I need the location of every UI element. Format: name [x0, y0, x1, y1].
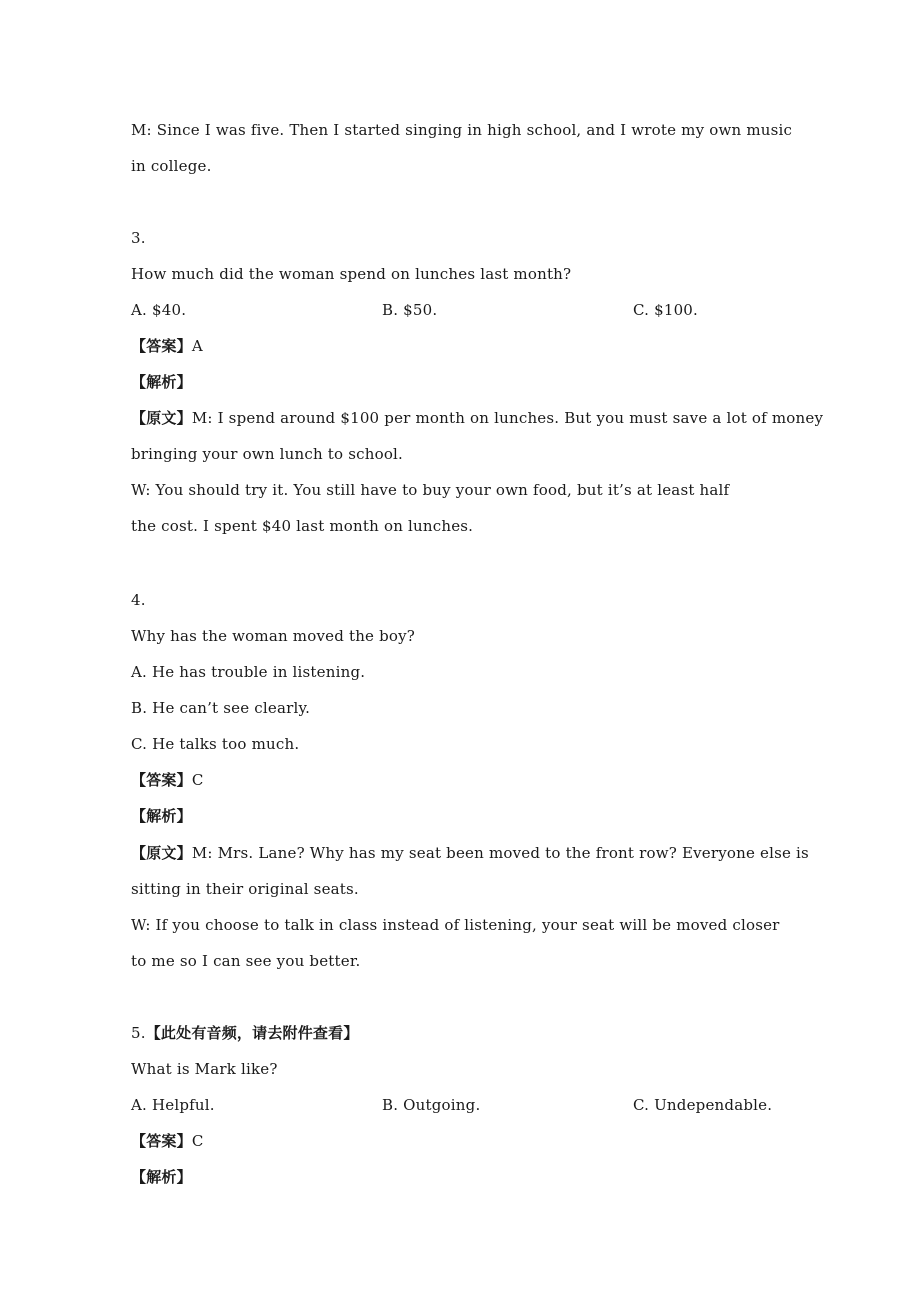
q4-transcript-line-4: to me so I can see you better.: [131, 952, 361, 970]
q2-transcript-line-2: in college.: [131, 157, 212, 175]
q4-source-label: 【原文】: [131, 844, 192, 862]
q3-option-c: C. $100.: [633, 301, 699, 319]
q3-analysis-label: 【解析】: [131, 373, 192, 391]
q3-transcript-line-2: bringing your own lunch to school.: [131, 445, 404, 463]
q5-answer-label: 【答案】: [131, 1132, 192, 1150]
q3-transcript-line-1: [131, 408, 823, 428]
q3-transcript-line-3: W: You should try it. You still have to buy your own food, but it’s at least half: [131, 481, 730, 499]
q3-answer: [131, 336, 203, 356]
q4-option-c: C. He talks too much.: [131, 735, 300, 753]
q4-option-b: B. He can’t see clearly.: [131, 699, 311, 717]
q5-option-c: C. Undependable.: [633, 1096, 773, 1114]
q5-audio-note: 【此处有音频，请去附件查看】: [145, 1024, 359, 1042]
q3-transcript-line-4: the cost. I spent $40 last month on lunches.: [131, 517, 474, 535]
q3-transcript-text-1: M: I spend around $100 per month on lunches. But you must save a lot of money: [191, 409, 824, 427]
q3-question: How much did the woman spend on lunches last month?: [131, 265, 572, 283]
q5-option-b: B. Outgoing.: [382, 1096, 481, 1114]
q5-header: [131, 1023, 359, 1043]
q4-answer-label: 【答案】: [131, 771, 192, 789]
q4-analysis-label: 【解析】: [131, 807, 192, 825]
q4-question: Why has the woman moved the boy?: [131, 627, 416, 645]
q5-analysis-label: 【解析】: [131, 1168, 192, 1186]
q5-number: 5.: [131, 1024, 146, 1042]
q4-transcript-text-1: M: Mrs. Lane? Why has my seat been moved to the front row? Everyone else is: [191, 844, 809, 862]
q4-transcript-line-1: [131, 843, 809, 863]
q3-option-a: A. $40.: [131, 301, 187, 319]
q5-answer-value: C: [191, 1132, 204, 1150]
q5-answer: [131, 1131, 204, 1151]
q4-transcript-line-2: sitting in their original seats.: [131, 880, 359, 898]
q2-transcript-line-1: M: Since I was five. Then I started singing in high school, and I wrote my own music: [131, 121, 793, 139]
q4-option-a: A. He has trouble in listening.: [131, 663, 366, 681]
q3-number: 3.: [131, 229, 146, 247]
q4-transcript-line-3: W: If you choose to talk in class instead of listening, your seat will be moved closer: [131, 916, 780, 934]
q3-option-b: B. $50.: [382, 301, 438, 319]
q3-answer-label: 【答案】: [131, 337, 192, 355]
q4-number: 4.: [131, 591, 146, 609]
q4-answer-value: C: [191, 771, 204, 789]
q3-answer-value: A: [191, 337, 203, 355]
q3-source-label: 【原文】: [131, 409, 192, 427]
q5-question: What is Mark like?: [131, 1060, 278, 1078]
q5-option-a: A. Helpful.: [131, 1096, 215, 1114]
q4-answer: [131, 770, 204, 790]
